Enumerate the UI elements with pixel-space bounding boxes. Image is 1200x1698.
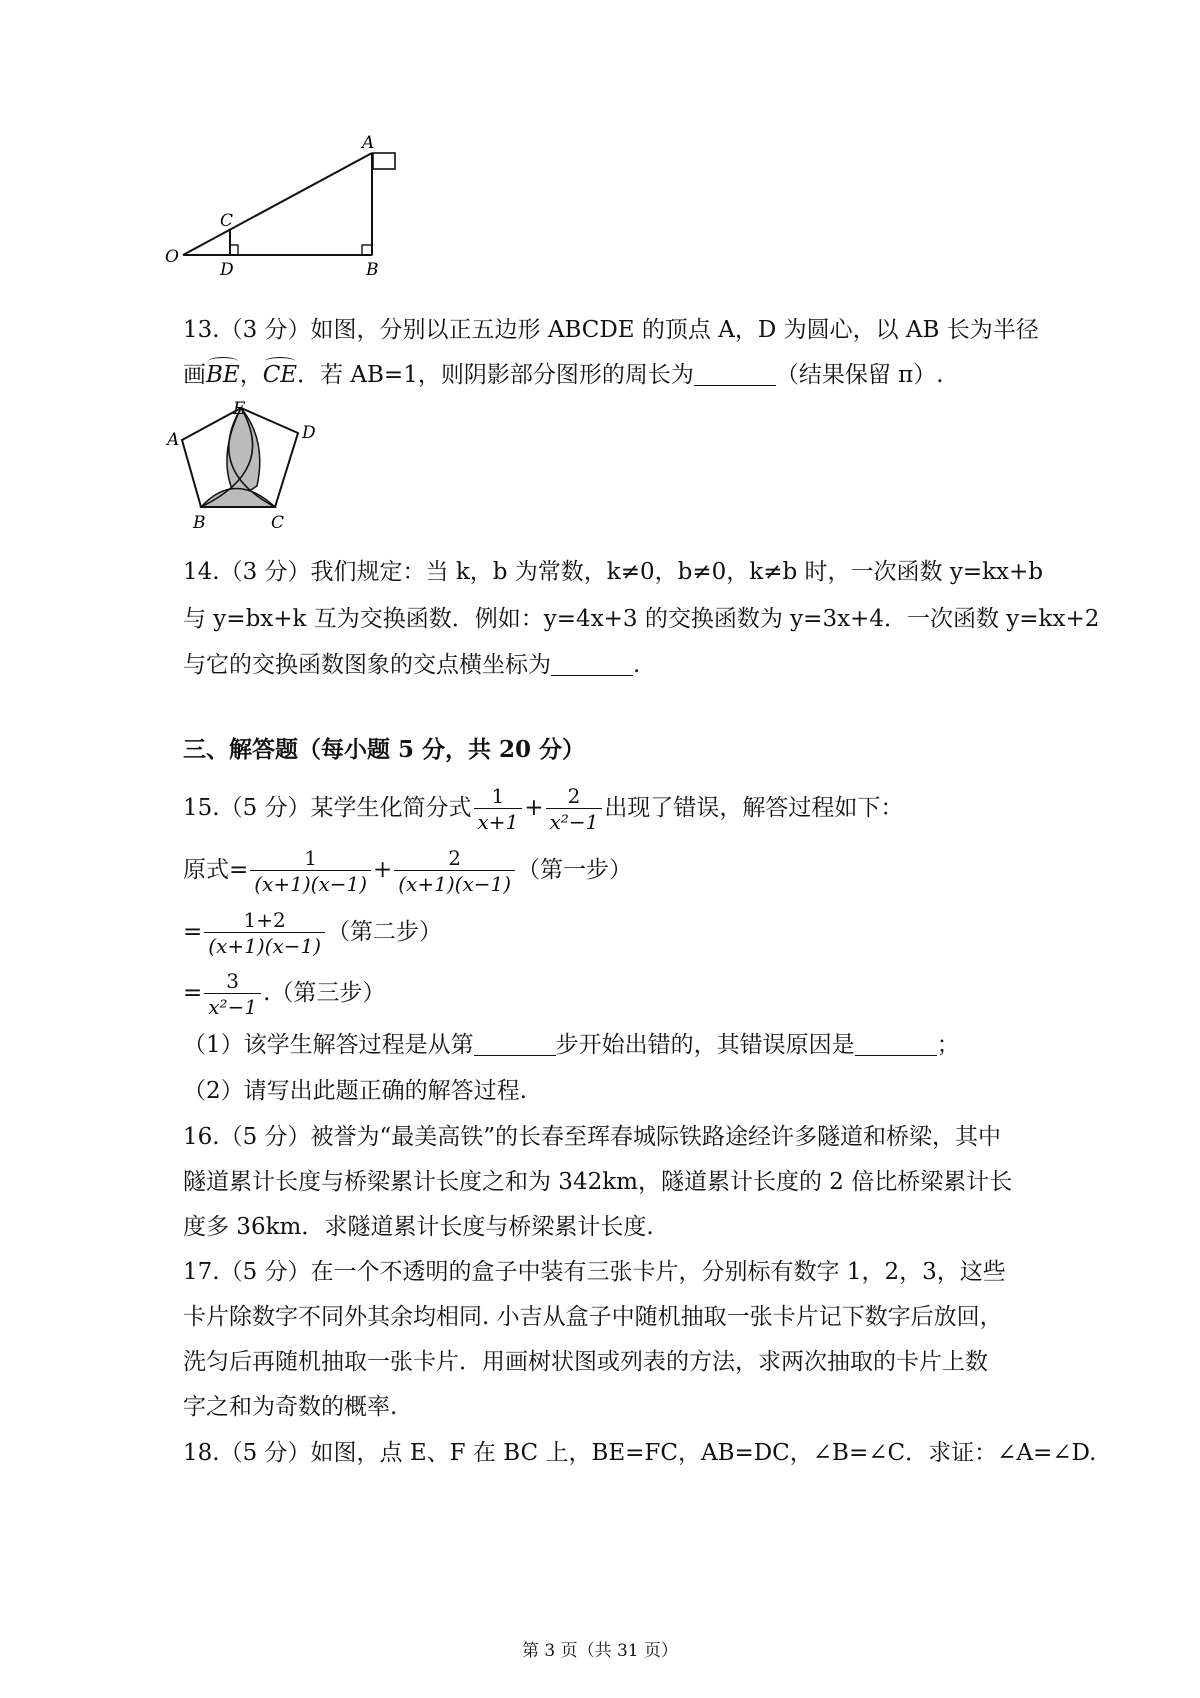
denominator: (x+1)(x−1)	[208, 933, 322, 958]
denominator: x²−1	[208, 994, 258, 1019]
q13-line1: 13.（3 分）如图，分别以正五边形 ABCDE 的顶点 A，D 为圆心，以 AB 长为半径	[183, 317, 1039, 343]
q17-line1: 17.（5 分）在一个不透明的盒子中装有三张卡片，分别标有数字 1，2，3，这些	[183, 1259, 1006, 1285]
q17-line3: 洗匀后再随机抽取一张卡片．用画树状图或列表的方法，求两次抽取的卡片上数	[183, 1349, 988, 1375]
page-footer: 第 3 页（共 31 页）	[521, 1641, 679, 1661]
box-at-a	[373, 153, 395, 169]
pentagon-figure	[165, 400, 365, 540]
sub1-text-b: 步开始出错的，其错误原因是	[555, 1032, 855, 1058]
label-a2: A	[167, 430, 180, 450]
numerator: 2	[448, 845, 462, 870]
q16-line1: 16.（5 分）被誉为“最美高铁”的长春至珲春城际铁路途经许多隧道和桥梁，其中	[183, 1124, 1002, 1150]
section-header: 三、解答题（每小题 5 分，共 20 分）	[183, 736, 586, 763]
fraction	[394, 846, 515, 897]
label-c2: C	[271, 513, 285, 533]
q13-post: ．若 AB=1，则阴影部分图形的周长为	[297, 362, 694, 388]
numerator: 3	[226, 968, 240, 993]
label-d: D	[220, 260, 234, 280]
q17-line4: 字之和为奇数的概率.	[183, 1394, 398, 1420]
answer-blank	[474, 1033, 556, 1056]
q13-line2	[183, 360, 944, 390]
q13-sep: ，	[239, 362, 263, 388]
numerator: 1	[304, 845, 318, 870]
plus-sign: +	[373, 857, 393, 883]
q15-intro-text: 15.（5 分）某学生化简分式	[183, 795, 472, 821]
label-b2: B	[193, 513, 206, 533]
label-a: A	[362, 133, 375, 153]
fraction	[546, 784, 603, 835]
denominator: (x+1)(x−1)	[398, 871, 512, 896]
sub1-text-a: （1）该学生解答过程是从第	[183, 1032, 474, 1058]
q15-step3	[183, 963, 385, 1023]
fraction	[250, 846, 371, 897]
shaded-lens-lower	[201, 489, 275, 508]
q14-line3-tail: .	[633, 652, 641, 678]
right-angle-mark-d	[230, 245, 238, 255]
triangle-figure	[160, 130, 420, 280]
fraction	[474, 784, 523, 835]
denominator: (x+1)(x−1)	[254, 871, 368, 896]
denominator: x²−1	[549, 809, 599, 834]
q16-line3: 度多 36km．求隧道累计长度与桥梁累计长度.	[183, 1214, 654, 1240]
q17-line2: 卡片除数字不同外其余均相同. 小吉从盒子中随机抽取一张卡片记下数字后放回，	[183, 1304, 1003, 1330]
answer-blank	[694, 363, 776, 386]
step1-prefix: 原式=	[183, 857, 249, 883]
q13-pre: 画	[183, 362, 206, 388]
line-OA	[183, 153, 372, 255]
label-b: B	[366, 260, 379, 280]
sub1-text-c: ；	[936, 1032, 960, 1058]
answer-blank	[551, 653, 633, 676]
q14-line2: 与 y=bx+k 互为交换函数．例如：y=4x+3 的交换函数为 y=3x+4．一次函数 y=kx+2	[183, 606, 1100, 632]
label-c: C	[220, 211, 234, 231]
label-o: O	[165, 247, 179, 267]
plus-sign: +	[524, 795, 544, 821]
q15-sub2: （2）请写出此题正确的解答过程.	[183, 1078, 527, 1104]
fraction	[204, 969, 261, 1020]
right-angle-mark-b	[362, 245, 372, 255]
numerator: 1	[491, 783, 505, 808]
step2-label: （第二步）	[327, 919, 443, 945]
q15-sub1	[183, 1030, 960, 1060]
q16-line2: 隧道累计长度与桥梁累计长度之和为 342km，隧道累计长度的 2 倍比桥梁累计长	[183, 1169, 1013, 1195]
q14-line3-text: 与它的交换函数图象的交点横坐标为	[183, 652, 551, 678]
label-e: E	[233, 400, 246, 419]
equals-sign: =	[183, 980, 203, 1006]
q14-line1: 14.（3 分）我们规定：当 k，b 为常数，k≠0，b≠0，k≠b 时，一次函数 y=kx+b	[183, 559, 1043, 585]
label-d2: D	[302, 423, 316, 443]
numerator: 1+2	[243, 907, 286, 932]
step3-label: .（第三步）	[263, 980, 386, 1006]
arc-be: BE	[206, 362, 240, 388]
equals-sign: =	[183, 919, 203, 945]
q15-step2	[183, 902, 442, 962]
step1-label: （第一步）	[517, 857, 633, 883]
q15-intro	[183, 778, 903, 838]
numerator: 2	[567, 783, 581, 808]
answer-blank	[855, 1033, 937, 1056]
q15-intro-tail: 出现了错误，解答过程如下：	[604, 795, 904, 821]
denominator: x+1	[477, 809, 519, 834]
q18-line1: 18.（5 分）如图，点 E、F 在 BC 上，BE=FC，AB=DC，∠B=∠C．求证：∠A=∠D.	[183, 1440, 1097, 1466]
arc-ce: CE	[262, 362, 298, 388]
q15-step1	[183, 840, 632, 900]
q13-tail: （结果保留 π）.	[775, 362, 944, 388]
q14-line3	[183, 650, 640, 680]
fraction	[204, 908, 325, 959]
